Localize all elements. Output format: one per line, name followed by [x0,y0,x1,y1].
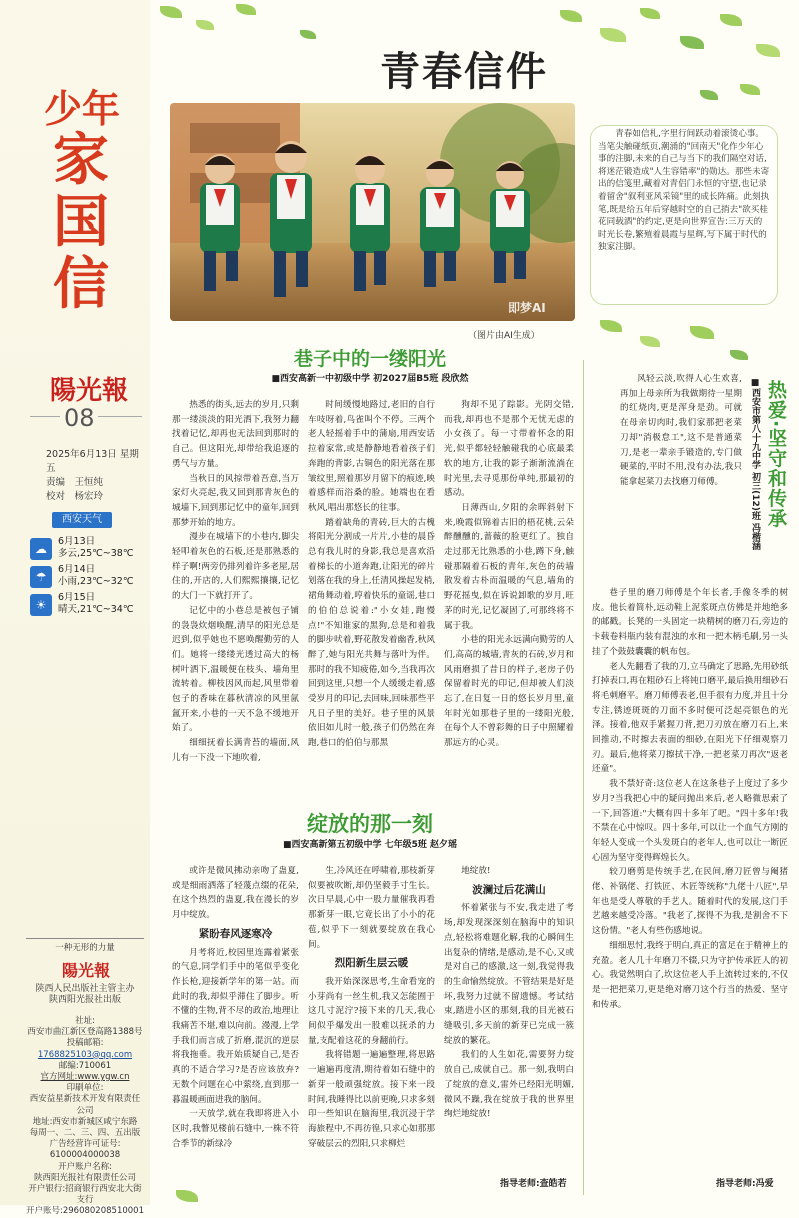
paragraph: 我开始深深思考,生命看宠的小芽尚有一丝生机,我又怎能囿于这几寸泥泞?接下来的几天,我心间似乎爆发出一股难以抚杀的力量,支配着这花的身翻前行。 [308,976,435,1046]
article3-column [592,586,788,1176]
photo-caption: （图片由AI生成） [468,331,540,341]
article3-top-column [620,372,742,582]
brand-char: 家 [53,128,109,193]
paragraph: 或许是微风拂动亲吻了蛊夏,或是细雨洒落了轻蔑点缀的花朵,在这个热烈的蛊夏,我在漫长的岁月中绽放。 [172,866,299,921]
subheading: 波澜过后花满山 [472,883,546,896]
cloudy-icon: ☁ [30,538,52,560]
page-title: 青春信件 [380,49,548,95]
info-line: 社址: [75,1016,95,1026]
proofreader: 校对 杨宏玲 [46,491,104,502]
paragraph: 当秋日的风掠带着吾意,当万家灯火亮起,我又回到那青灰色的城墙下,回到那记忆中的童年,回到那梦开始的地方。 [172,473,299,528]
weather-day [30,564,150,590]
issue-meta [46,448,146,504]
article2-column [308,864,435,1189]
paragraph: 巷子里的磨刀师傅是个年长者,手像冬季的树皮。他长着简朴,远动鞋上泥浆斑点仿佛是并地绝多的邮戳。长凳的一头固定一块精树的磨刀石,旁边的卡载卷料瓶内装有混浊的水和一把木柄毛刷,另一头挂了个鼓鼓囊囊的帆布包。 [592,588,788,657]
slogan: 一种无形的力量 [26,938,144,954]
paragraph: 日薄西山,夕阳的余晖斜射下来,晚霞似锦着古旧的梧花桃,云朵醉醺醺的,蔷薇的脸更红了。独自走过那无比熟悉的小巷,蹲下身,触碰那隔着石板的青年,灰色的砖墙散发着古朴而温暖的气息,墙角的野花摇曳,似在诉说卸歌的岁月,旺茅的时光,记忆凝固了,可那终将不属于我。 [444,502,574,631]
paragraph: 较刀磨剪是传统手艺,在民间,磨刀匠曾与阉猪佬、补锅佬、打铁匠、木匠等统称"九佬十八匠",早年也是受人尊敬的手艺人。随着时代的发展,这门手艺越来越受冷落。"我老了,探得不为我,是割舍不下这份情。"老人有些伤感地说。 [592,867,788,937]
info-line: 陕西阳光报社有限责任公司 [33,1172,136,1183]
weather-desc: 小雨,23℃~32℃ [58,576,134,587]
subheading: 烈阳新生层云暖 [334,957,409,970]
brand-large [52,130,110,316]
weather-desc: 晴天,21℃~34℃ [58,604,134,615]
info-line: 开户银行:招商银行西安北大街支行 [28,1184,142,1206]
sponsor-line: 陕西人民出版社主管主办 [35,984,135,994]
info-line: 投稿邮箱: [66,1038,104,1049]
article2-title: 绽放的那一刻 [307,812,433,836]
paragraph: 狗却不见了踪影。光阴交错,而我,却再也不是那个无忧无虑的小女孩了。每一寸带着怀念的阳光,似乎都轻轻触碰我的心底最柔软的地方,让我的影子渐渐流淌在时光里,去寻觅那份单纯,那最初的感动。 [444,400,574,499]
paragraph: 我们的人生如花,需要努力绽放自己,成就自己。那一刻,我明白了绽放的意义,雷外已经阳光明媚,微风不躁,我在绽放于我的世界里绚烂地绽放! [444,1050,574,1120]
paragraph: 地绽放! [461,866,491,876]
weather-day [30,536,150,562]
sunny-icon: ☀ [30,594,52,616]
info-line: 广告经营许可证号: [49,1139,121,1150]
editor: 责编 王恒纯 [46,477,104,488]
issue-date: 2025年6月13日 星期五 [46,449,139,474]
info-line: 开户账号:296080208510001 [26,1206,144,1217]
rain-icon: ☂ [30,566,52,588]
paragraph: 生,冷风还在呼啸着,那枝新芽似要被吹断,却仍坚毅手寸生长。次日早晨,心中一股力量催我再看那新芽一眼,它竟长出了小小的花苞,似乎下一刻就要绽放在我心间。 [308,866,435,950]
brand-char: 信 [53,252,109,317]
paragraph: 细细抚着长满青苔的墙面,风儿有一下没一下地吹着, [172,738,299,763]
email-link[interactable]: 1768825103@qq.com [37,1049,133,1060]
sponsor [26,984,144,1006]
subheading: 紧盼春风逐寒冷 [198,927,273,940]
publisher-info [26,1016,144,1218]
sponsor-line: 陕西阳光报社出版 [48,995,121,1006]
article3-title: 热爱·坚守和传承 [765,380,787,529]
weather-date: 6月13日 [58,536,96,547]
brand-small: 少年 [44,87,121,131]
paragraph: 我不禁好奇:这位老人在这条巷子上度过了多少岁月?当我把心中的疑问抛出来后,老人略微思索了一下,回答道:"大概有四十多年了吧。"四十多年!我不禁在心中惊叹。四十多年,可以让一个血气方刚的年轻人变成一个头发斑白的老年人,也可以让一断匠心固为坚守变得辉煌长久。 [592,779,788,863]
paragraph: 记忆中的小巷总是被包子铺的袅袅炊烟唤醒,清早的阳光总是迟到,似乎她也不愿唤醒勤劳的人们。她将一缕缕光透过高大的杨树叶洒下,温暖便在枝头、墙角里流转着。柳枝因风而起,风里带着包子的香味在暮秋清凉的风里氤氲开来,小巷的一天不急不缓地开始了。 [172,605,299,734]
weather-day [30,592,150,618]
article2-teacher: 指导老师:查皓若 [500,1179,567,1189]
article1-column [172,398,299,788]
intro-text: 青春如信札,字里行间跃动着滚烫心事。当笔尖触碰纸页,潮涌的"回南天"化作少年心事的注脚,未来的自己与当下的我们隔空对话,将迷茫锻造成"人生容错率"的勋达。那些未寄出的信笺里,藏着对青侣门永恒的守望,也记录着留舍"叙利亚风采镜"里的成长阵痛。此刻执笔,既是给五年后穿越时空的自己捎去"欲买桂花同载酒"的约定,更是向世界宣告:三万天的时光长卷,繁殖着晨霞与星辉,写下属于时代的独家注脚。 [598,129,770,253]
paragraph: 细细思忖,我终于明白,真正的富足在于精神上的充盈。老人几十年磨刀不辍,只为守护传承匠人的初心。我觉然明白了,坎这位老人手上流转过来的,不仅是一把把菜刀,更是绝对磨刀这个行当的热爱、坚守和传承。 [592,940,788,1010]
footer-logo: 陽光報 [62,961,111,980]
paragraph: 时间缓慢地路过,老旧的自行车吱呀着,鸟雀叫个不停。三两个老人轻摇着手中的蒲扇,用西安话拉着家常,或是静静地看着孩子们奔跑的背影,古铜色的阳光落在那皱纹里,照着那岁月留下的痕迹,映着感样而浴桑的脸。她端也在看秋风,唱出那悠长的往事。 [308,400,435,513]
paragraph: 月考将近,校园里连露着紧张的气息,同学们手中的笔似乎变化作长枪,迎接新学年的第一站。而此时的我,却似乎滞住了脚步。听不懂的生物,背不尽的政治,地理让我痛苦不堪,难以向前。漫漫,上学手我们而言成了折磨,混沉的逆层将我拖垂。我开始质疑自己,是否真的不适合学习?是否应该放弃?无数个问题在心中萦绕,直到那一暮温暖画面进我的脑间。 [172,947,299,1105]
article3-byline: ■西安市第八十九中学 初三(12)班 冯楷涵 [750,378,760,551]
article2-column [172,864,299,1189]
article1-column [444,398,574,788]
ai-watermark: 即梦AI [508,301,546,315]
divider [98,416,142,417]
paragraph: 风轻云淡,吹得人心生欢喜,再加上母亲所为我做期待一星期的红烧肉,更是浑身是劲。可就在母亲切肉时,我们家那把老菜刀却"消极怠工",这不是普通菜刀,是老一辈亲手锻造的,专门做硬菜的,平时不用,没有办法,我只能拿起菜刀去找磨刀师傅。 [620,374,742,487]
page-number: 08 [64,404,95,432]
paragraph: 一天放学,就在我即将进入小区时,我瞥见楼前石缝中,一株不符合季节的新绿冷 [172,1109,299,1149]
weather-date: 6月14日 [58,564,96,575]
info-line: 开户账户名称: [58,1161,112,1172]
paragraph: 热悉的街头,远去的岁月,只剩那一缕淡淡的阳光洒下,我努力翻找着记忆,却再也无法回到那时的自己。但这阳光,却带给我追逐的勇气与方量。 [172,400,299,469]
column-divider [583,360,584,1195]
paragraph: 老人先翻看了我的刀,立马确定了思路,先用砂纸打掉表口,再在粗砂石上将钝口磨平,最后换用细砂石将毛刺磨平。磨刀师傅表老,但手很有力度,并且十分专注,锈迹斑斑的刀面不多时便可泛起亮银色的光泽。接着,他双手紧握刀背,把刀刃放在磨刀石上,来回推动,不时擦去表面的细砂,在阳光下仔细观察刀刃。最后,他将菜刀擦拭干净,一把老菜刀再次"返老还童"。 [592,661,788,775]
info-line: 邮编:710061 [58,1060,112,1071]
paragraph: 踏着缺角的青砖,巨大的古槐将阳光分割成一片片,小巷的晨昏总有我儿时的身影,我总是喜欢沿着梯长的小道奔跑,让阳光的碎片划落在我的身上,任清风操起发梢,裙角舞动着,哼着快乐的童谣,巷口的伯伯总说着:"小女娃,跑慢点!"不知谁家的黑狗,总是和着我的脚步吠着,野花散发着幽香,秋风醉了,她与阳光共舞与落叶为伴。那时的我不知疲倦,如今,当我再次回到这里,只想一个人缓缓走着,感受岁月的印记,去回味,回味那些平凡日子里的美好。巷子里的风景依旧如儿时一般,孩子们仍然在奔跑,巷口的伯伯与那黑 [308,517,435,749]
paragraph: 怀着紧张与不安,我走进了考场,却发现深深刻在脑海中的知识点,轻松将难题化解,我的心瞬间生出复杂的情绪,是感动,是不心,又或是对自己的感激,这一刻,我觉得我的生命愉然绽放。不管结果是好是坏,我努力过就不留遗憾。考试结束,踏进小区的那刻,我的目光被石缝吸引,多天前的新芽已完成一簇绽放的繁花。 [444,903,574,1046]
article2-column [444,864,574,1169]
students-running-photo [170,103,575,321]
article1-byline: ■西安高新一中初级中学 初2027届B5班 段欣然 [271,374,469,384]
brand-char: 国 [53,190,109,255]
info-line: 6100004000038 [49,1150,121,1161]
divider [30,416,60,417]
newspaper-logo: 陽光報 [50,376,129,406]
weather-date: 6月15日 [58,592,96,603]
paragraph: 漫步在城墙下的小巷内,脚尖轻叩着灰色的石板,还是那熟悉的样子啊!两旁仍排列着许多老屋,居住的,开店的,人们熙熙攘攘,记忆的大门一下就打开了。 [172,532,299,602]
website-link[interactable]: 官方网址:www.ygw.cn [40,1072,130,1083]
weather-desc: 多云,25℃~38℃ [58,548,134,559]
paragraph: 我将错题一遍遍整理,将思路一遍遍再度清,期待着如石缝中的新芽一般顽强绽放。接下来一段时间,我睡得比以前更晚,只求多刻印一些知识在脑海里,我沉浸于学海旅程中,不再彷徨,只求心如那那穿破层云的烈阳,只求柳烂 [308,1050,435,1149]
info-line: 印刷单位: [66,1083,104,1094]
info-line: 西安市曲江新区登高路1388号 [27,1027,143,1038]
paragraph: 小巷的阳光永远满向勤劳的人们,高高的城墙,青灰的石砖,岁月和风雨磨损了昔日的样子,老房子仍保留着时光的印记,但却被人们淡忘了,在日复一日的悠长岁月里,童年时光如那巷子里的一缕阳光般,在每个人不曾彩舞的日子中照耀着那远方的心灵。 [444,635,574,749]
info-line: 地址:西安市新城区咸宁东路 [32,1116,138,1127]
article3-teacher: 指导老师:冯爱 [716,1179,774,1189]
info-line: 每周一、二、三、四、五出版 [29,1128,141,1139]
weather-title: 西安天气 [52,512,112,528]
article1-title: 巷子中的一缕阳光 [293,348,446,370]
article2-byline: ■西安高新第五初级中学 七年级5班 赵夕瑶 [282,840,458,850]
article1-column [308,398,435,788]
info-line: 西安益星新技术开发有限责任公司 [29,1094,141,1116]
